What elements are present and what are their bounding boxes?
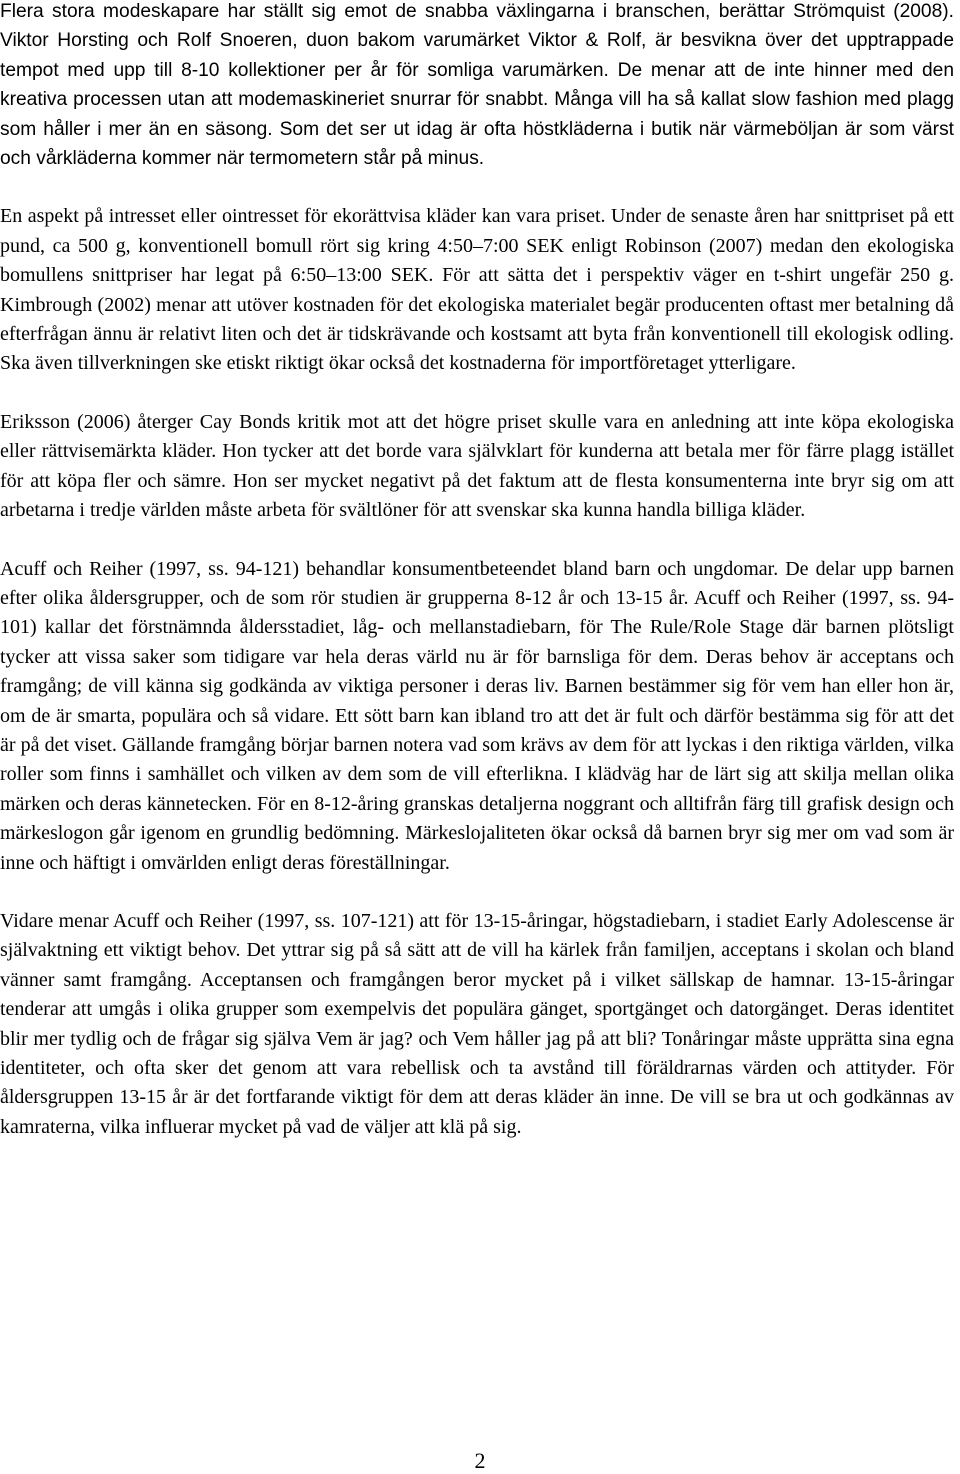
paragraph-text: Acuff och Reiher (1997, ss. 94-121) behandlar konsumentbeteendet bland barn och ungdomar. De delar upp barnen efter olika åldersgrupper, och de som rör studien är grupperna 8-12 år och 13-15 år. Acuff och Reiher (1997, ss. 94-101) kallar det förstnämnda åldersstadiet, låg- och mellanstadiebarn, för The Rule/Role Stage där barnen plötsligt tycker att vissa saker som tidigare var hela deras värld nu är för barnsliga för dem. Deras behov är acceptans och framgång; de vill känna sig godkända av viktiga personer i deras liv. Barnen bestämmer sig för vem han eller hon är, om de är smarta, populära och så vidare. Ett sött barn kan ibland tro att det är fult och därför bestämma sig för att det är på det viset. Gällande framgång börjar barnen notera vad som krävs av dem för att lyckas i den riktiga världen, vilka roller som finns i samhället och vilken av dem som de vill efterlikna. I klädväg har de lärt sig att skilja mellan olika märken och deras kännetecken. För en 8-12-åring granskas detaljerna noggrant och alltifrån färg till grafisk design och märkeslogon går igenom en grundlig bedömning. Märkeslojaliteten ökar också då barnen bryr sig mer om vad som är inne och häftigt i omvärlden enligt deras föreställningar. <box>0 557 954 874</box>
paragraph-teens-13-15 <box>0 907 954 1142</box>
paragraph-price <box>0 202 954 378</box>
page-number: 2 <box>474 1448 486 1473</box>
paragraph-fashion-tempo <box>0 0 954 173</box>
paragraph-text: Eriksson (2006) återger Cay Bonds kritik mot att det högre priset skulle vara en anledning att inte köpa ekologiska eller rättvisemärkta kläder. Hon tycker att det borde vara självklart för kunderna att betala mer för färre plagg istället för att köpa fler och sämre. Hon ser mycket negativt på det faktum att de flesta konsumenterna inte bryr sig om att arbetarna i tredje världen måste arbeta för svältlöner för att svenskar ska kunna handla billiga kläder. <box>0 410 954 522</box>
paragraph-text: Flera stora modeskapare har ställt sig emot de snabba växlingarna i branschen, berättar Strömquist (2008). Viktor Horsting och Rolf Snoeren, duon bakom varumärket Viktor & Rolf, är besvikna över det upptrappade tempot med upp till 8-10 kollektioner per år för somliga varumärken. De menar att de inte hinner med den kreativa processen utan att modemaskineriet snurrar för snabbt. Många vill ha så kallat slow fashion med plagg som håller i mer än en säsong. Som det ser ut idag är ofta höstkläderna i butik när värmeböljan är som värst och vårkläderna kommer när termometern står på minus. <box>0 1 954 170</box>
paragraph-children-8-12 <box>0 555 954 878</box>
paragraph-text: En aspekt på intresset eller ointresset för ekorättvisa kläder kan vara priset. Under de senaste åren har snittpriset på ett pund, ca 500 g, konventionell bomull rört sig kring 4:50–7:00 SEK enligt Robinson (2007) medan den ekologiska bomullens snittpriser har legat på 6:50–13:00 SEK. För att sätta det i perspektiv väger en t-shirt ungefär 250 g. Kimbrough (2002) menar att utöver kostnaden för det ekologiska materialet begär producenten oftast mer betalning då efterfrågan ännu är relativt liten och det är tidskrävande och kostsamt att byta från konventionell till ekologisk odling. Ska även tillverkningen ske etiskt riktigt ökar också det kostnaderna för importföretaget ytterligare. <box>0 205 954 375</box>
paragraph-text: Vidare menar Acuff och Reiher (1997, ss. 107-121) att för 13-15-åringar, högstadiebarn, i stadiet Early Adolescense är självaktning ett viktigt behov. Det yttrar sig på så sätt att de vill ha kärlek från familjen, acceptans i skolan och bland vänner samt framgång. Acceptansen och framgången beror mycket på i vilket sällskap de hamnar. 13-15-åringar tenderar att umgås i olika grupper som exempelvis det populära gänget, sportgänget och datorgänget. Deras identitet blir mer tydlig och de frågar sig själva Vem är jag? och Vem håller jag på att bli? Tonåringar måste upprätta sina egna identiteter, och ofta sker det genom att vara rebellisk och ta avstånd till föräldrarnas värden och attityder. För åldersgruppen 13-15 år är det fortfarande viktigt för dem att deras kläder än inne. De vill se bra ut och godkännas av kamraterna, vilka influerar mycket på vad de väljer att klä på sig. <box>0 909 954 1138</box>
paragraph-cay-bond <box>0 408 954 526</box>
